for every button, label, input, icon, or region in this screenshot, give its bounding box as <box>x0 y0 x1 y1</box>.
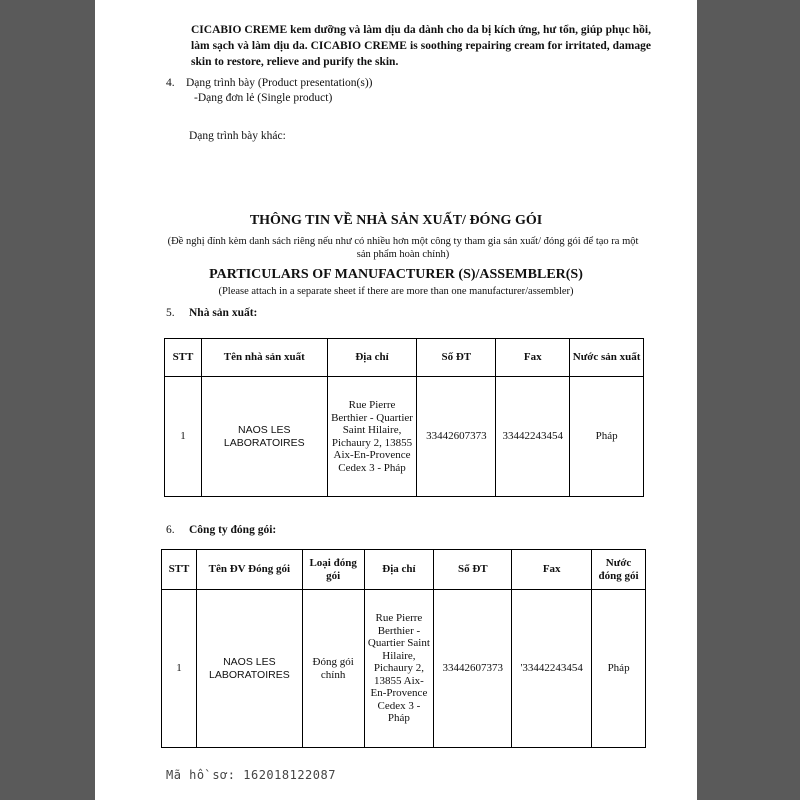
header-address: Địa chỉ <box>327 339 417 377</box>
product-presentation <box>166 76 373 106</box>
cell-stt: 1 <box>162 590 197 748</box>
cell-fax: 33442243454 <box>496 377 570 497</box>
item4-label: Dạng trình bày (Product presentation(s)) <box>186 77 373 89</box>
header-fax: Fax <box>512 550 592 590</box>
section5-label: Nhà sản xuất: <box>189 307 258 319</box>
header-country: Nước sản xuất <box>570 339 644 377</box>
product-description: CICABIO CREME kem dưỡng và làm dịu da dành cho da bị kích ứng, hư tổn, giúp phục hồi, làm sạch và làm dịu da. CICABIO CREME is soothing repairing cream for irritated, damage skin to restore, relieve and purify the skin. <box>191 24 651 68</box>
cell-assembler-name: NAOS LES LABORATOIRES <box>196 590 302 748</box>
header-phone: Số ĐT <box>417 339 496 377</box>
document-page <box>95 0 697 800</box>
header-assembler-name: Tên ĐV Đóng gói <box>196 550 302 590</box>
cell-stt: 1 <box>165 377 202 497</box>
cell-country: Pháp <box>592 590 646 748</box>
cell-address: Rue Pierre Berthier - Quartier Saint Hilaire, Pichaury 2, 13855 Aix-En-Provence Cedex 3 - Pháp <box>327 377 417 497</box>
section6-label: Công ty đóng gói: <box>189 524 277 536</box>
cell-phone: 33442607373 <box>417 377 496 497</box>
manufacturer-table <box>164 338 644 497</box>
header-stt: STT <box>162 550 197 590</box>
table-header-row <box>162 550 646 590</box>
cell-country: Pháp <box>570 377 644 497</box>
header-phone: Số ĐT <box>434 550 512 590</box>
header-fax: Fax <box>496 339 570 377</box>
section5-number: 5. <box>166 307 175 319</box>
manufacturer-note-vn: (Đề nghị đính kèm danh sách riêng nếu như có nhiều hơn một công ty tham gia sản xuất/ đóng gói để tạo ra một sản phẩm hoàn chỉnh) <box>167 236 639 260</box>
manufacturer-note-en: (Please attach in a separate sheet if there are more than one manufacturer/assembler) <box>218 286 574 297</box>
section5-heading <box>166 307 257 319</box>
cell-manufacturer-name: NAOS LES LABORATOIRES <box>201 377 327 497</box>
table-row <box>162 590 646 748</box>
table-header-row <box>165 339 644 377</box>
cell-address: Rue Pierre Berthier - Quartier Saint Hilaire, Pichaury 2, 13855 Aix-En-Provence Cedex 3 - Pháp <box>364 590 434 748</box>
section6-number: 6. <box>166 524 175 536</box>
item4-value: -Dạng đơn lẻ (Single product) <box>194 92 333 104</box>
manufacturer-heading-en: PARTICULARS OF MANUFACTURER (S)/ASSEMBLER(S) <box>209 267 583 282</box>
header-packaging-type: Loại đóng gói <box>302 550 364 590</box>
cell-packaging-type: Đóng gói chính <box>302 590 364 748</box>
manufacturer-heading-vn: THÔNG TIN VỀ NHÀ SẢN XUẤT/ ĐÓNG GÓI <box>249 213 543 228</box>
header-stt: STT <box>165 339 202 377</box>
table-row <box>165 377 644 497</box>
cell-fax: '33442243454 <box>512 590 592 748</box>
dossier-code: Mã hồ sơ: 162018122087 <box>166 768 336 782</box>
assembler-table <box>161 549 646 748</box>
header-country: Nước đóng gói <box>592 550 646 590</box>
section6-heading <box>166 524 276 536</box>
item4-number: 4. <box>166 77 175 89</box>
header-address: Địa chỉ <box>364 550 434 590</box>
cell-phone: 33442607373 <box>434 590 512 748</box>
other-presentation-label: Dạng trình bày khác: <box>189 130 286 142</box>
header-manufacturer-name: Tên nhà sản xuất <box>201 339 327 377</box>
